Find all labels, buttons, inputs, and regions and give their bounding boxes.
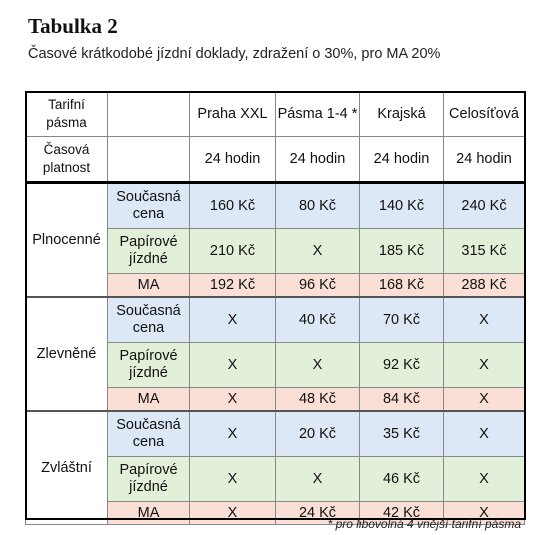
price-cell: 84 Kč (360, 388, 444, 412)
table-row-current (26, 297, 525, 343)
price-cell: 92 Kč (360, 343, 444, 388)
price-cell: X (190, 457, 276, 502)
price-cell: X (190, 502, 276, 525)
table-title: Tabulka 2 (28, 14, 118, 38)
validity-cell: 24 hodin (444, 137, 525, 183)
price-cell: 315 Kč (444, 229, 525, 274)
price-cell: 24 Kč (276, 502, 360, 525)
table-row-current (26, 411, 525, 457)
price-cell: X (444, 388, 525, 412)
validity-header-label: Časová platnost (26, 137, 108, 183)
zone-celositova: Celosíťová (444, 92, 525, 137)
header-row-zones (26, 92, 525, 137)
header-row-validity (26, 137, 525, 183)
footnote: * pro libovolná 4 vnější tarifní pásma (327, 517, 521, 531)
row-label-paper: Papírové jízdné (108, 343, 190, 388)
price-cell: 70 Kč (360, 297, 444, 343)
price-cell: X (190, 343, 276, 388)
validity-cell: 24 hodin (276, 137, 360, 183)
price-cell: 96 Kč (276, 274, 360, 298)
price-cell: X (444, 343, 525, 388)
price-cell: X (190, 388, 276, 412)
row-label-ma: MA (108, 502, 190, 525)
row-label-current: Současná cena (108, 411, 190, 457)
empty-header-cell (108, 92, 190, 137)
group-label: Zvláštní (26, 411, 108, 525)
price-cell: X (276, 457, 360, 502)
validity-cell: 24 hodin (190, 137, 276, 183)
row-label-paper: Papírové jízdné (108, 457, 190, 502)
price-cell: 160 Kč (190, 183, 276, 229)
validity-cell: 24 hodin (360, 137, 444, 183)
price-cell: 140 Kč (360, 183, 444, 229)
price-cell: 48 Kč (276, 388, 360, 412)
price-cell: X (444, 457, 525, 502)
row-label-current: Současná cena (108, 183, 190, 229)
row-label-current: Současná cena (108, 297, 190, 343)
price-cell: 20 Kč (276, 411, 360, 457)
zone-krajska: Krajská (360, 92, 444, 137)
price-cell: X (190, 411, 276, 457)
price-cell: 168 Kč (360, 274, 444, 298)
price-cell: X (444, 502, 525, 525)
price-cell: X (190, 297, 276, 343)
price-cell: 40 Kč (276, 297, 360, 343)
empty-header-cell (108, 137, 190, 183)
table-subtitle: Časové krátkodobé jízdní doklady, zdražení o 30%, pro MA 20% (28, 46, 441, 62)
group-label: Plnocenné (26, 183, 108, 298)
zone-praha-xxl: Praha XXL (190, 92, 276, 137)
price-cell: 240 Kč (444, 183, 525, 229)
price-cell: 185 Kč (360, 229, 444, 274)
zone-header-label: Tarifní pásma (26, 92, 108, 137)
price-cell: X (276, 343, 360, 388)
price-cell: X (276, 229, 360, 274)
price-cell: 210 Kč (190, 229, 276, 274)
price-cell: 42 Kč (360, 502, 444, 525)
zone-pasma-1-4: Pásma 1-4 * (276, 92, 360, 137)
price-cell: 192 Kč (190, 274, 276, 298)
price-cell: 35 Kč (360, 411, 444, 457)
table-row-current (26, 183, 525, 229)
row-label-ma: MA (108, 274, 190, 298)
group-label: Zlevněné (26, 297, 108, 411)
price-cell: 80 Kč (276, 183, 360, 229)
price-cell: X (444, 297, 525, 343)
price-cell: 288 Kč (444, 274, 525, 298)
fare-table (25, 91, 525, 525)
row-label-ma: MA (108, 388, 190, 412)
row-label-paper: Papírové jízdné (108, 229, 190, 274)
price-cell: X (444, 411, 525, 457)
price-cell: 46 Kč (360, 457, 444, 502)
